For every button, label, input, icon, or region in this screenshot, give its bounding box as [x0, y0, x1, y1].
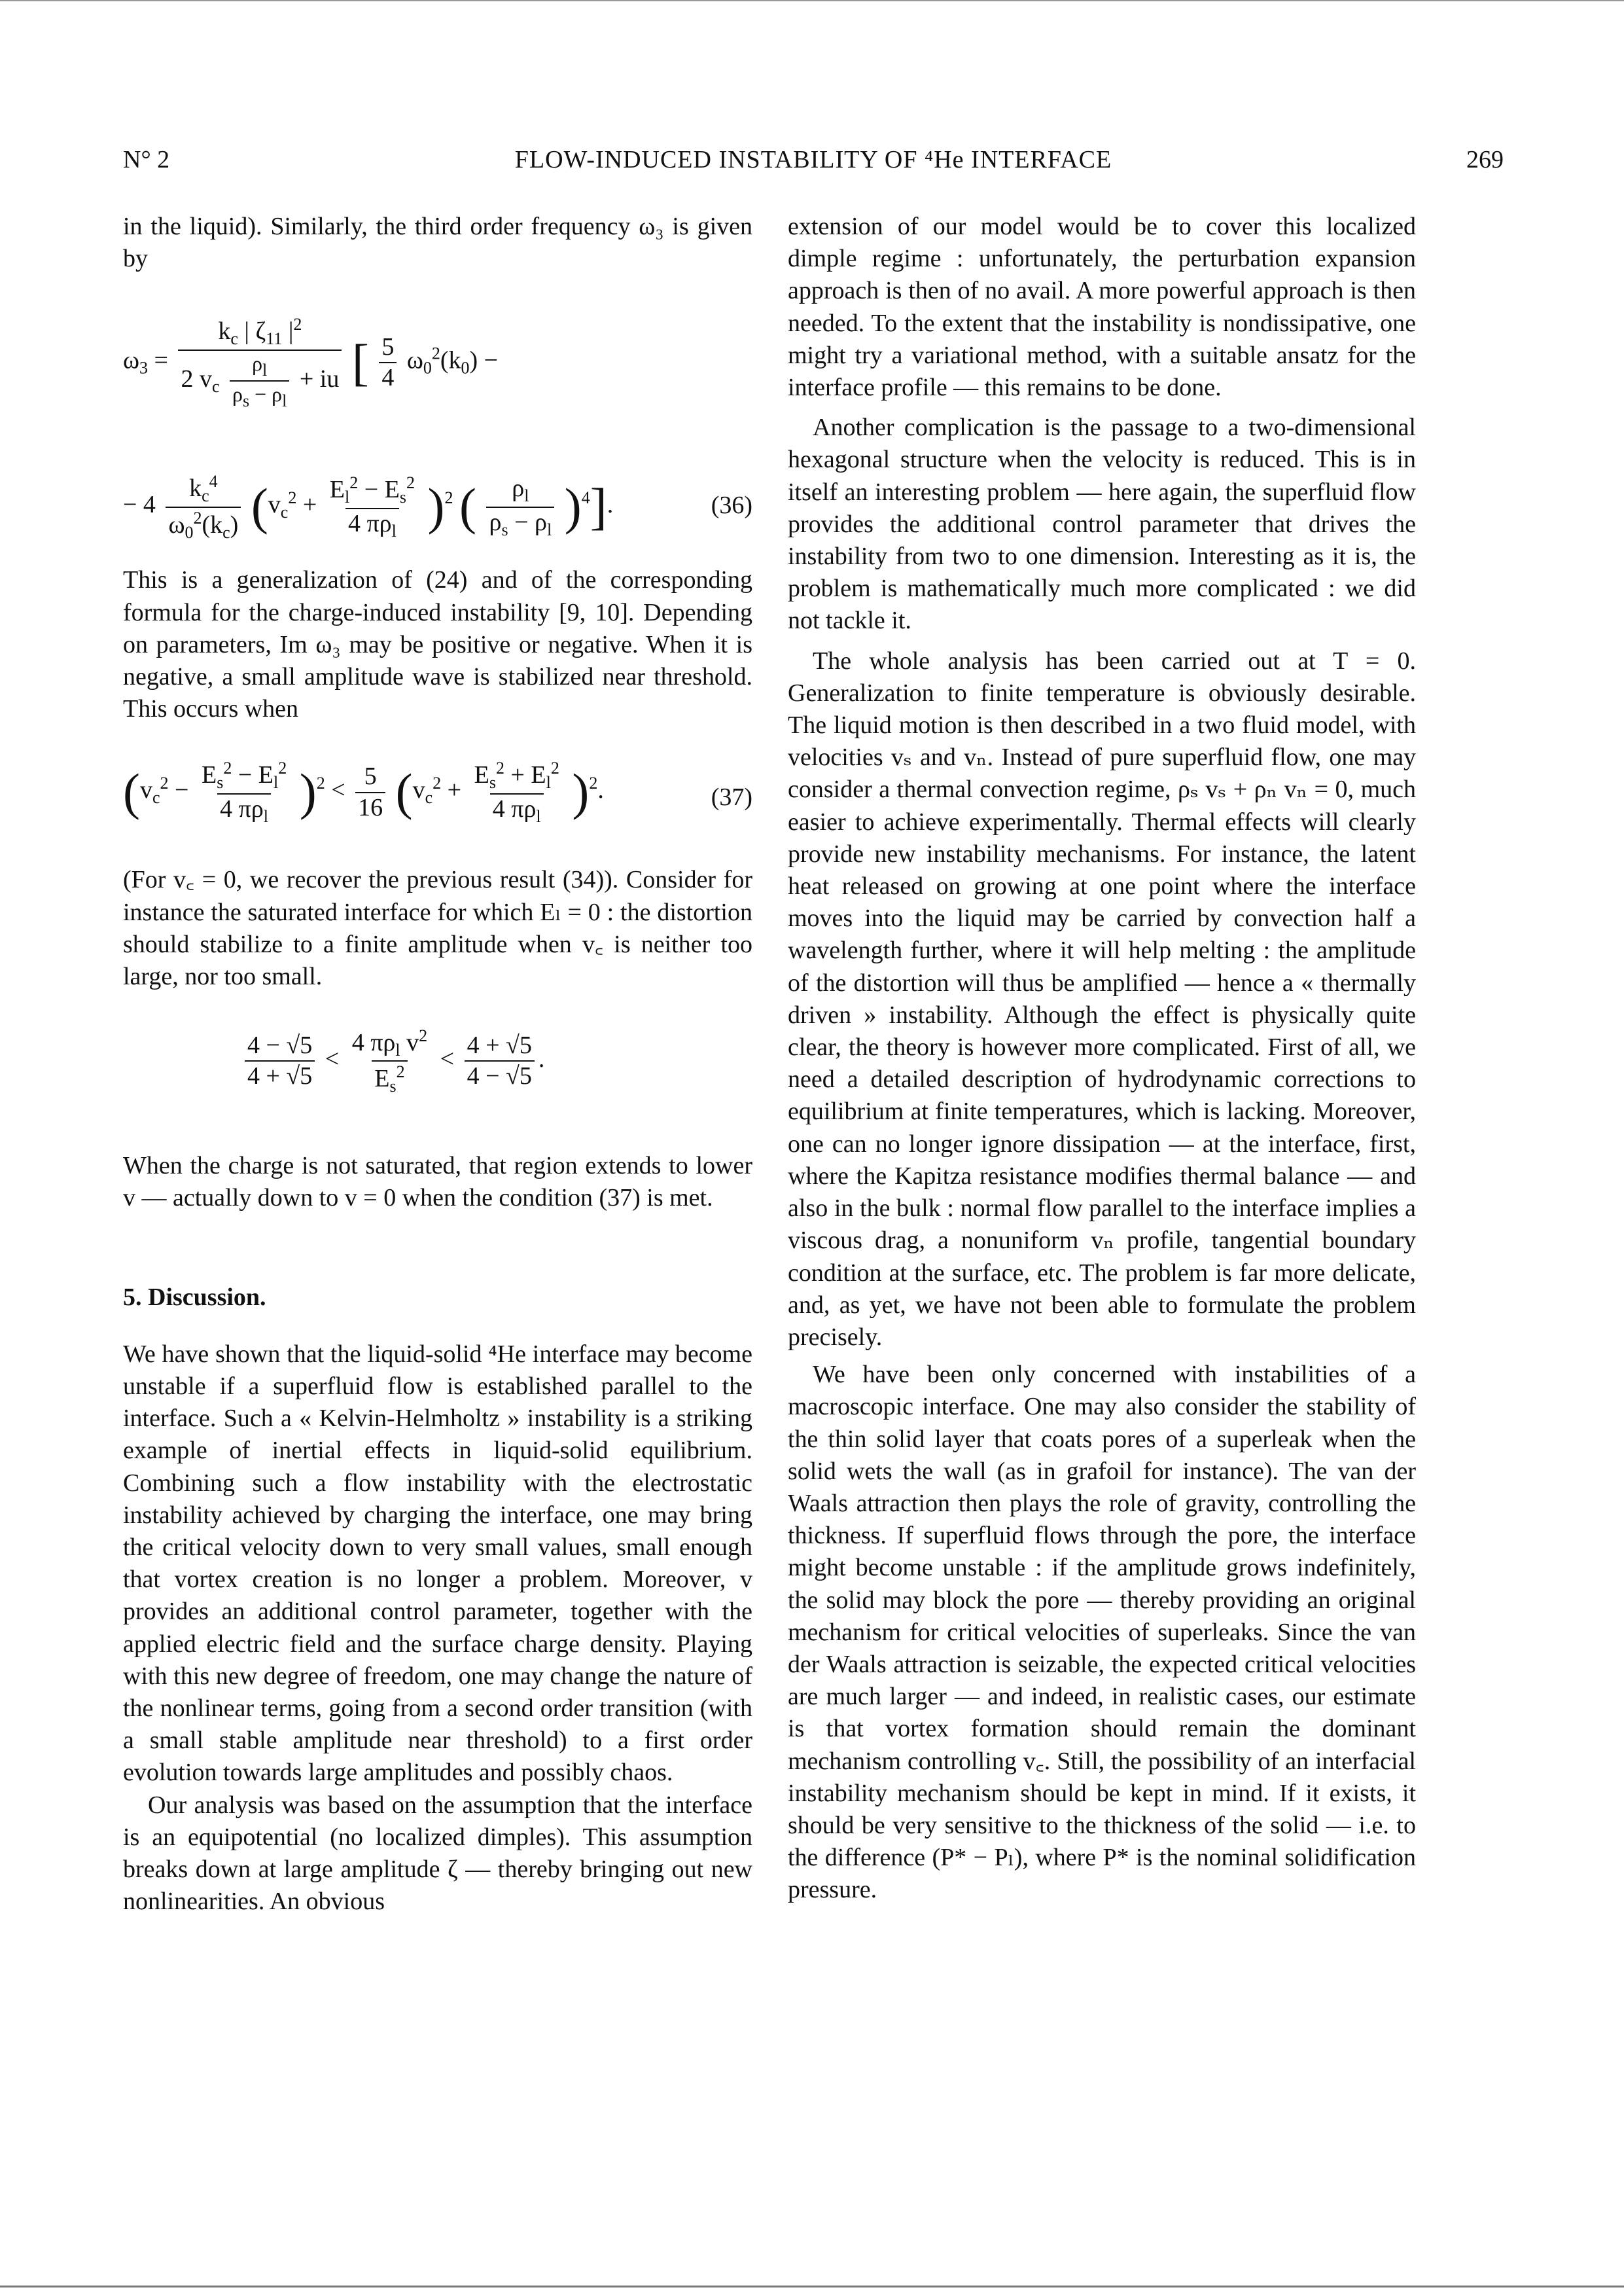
- page-number: 269: [1466, 146, 1504, 173]
- bottom-rule: [0, 2286, 1624, 2287]
- equation-36: [123, 301, 752, 465]
- paragraph: The whole analysis has been carried out at T = 0. Generalization to finite temperature is obviously desirable. The liquid motion is then described in a two fluid model, with velocities vₛ and vₙ. Instead of pure superfluid flow, one may consider a thermal convection regime, ρₛ vₛ + ρₙ vₙ = 0, much easier to achieve experimentally. Thermal effects will clearly provide new instability mechanisms. For instance, the latent heat released on growing at one point where the interface moves into the liquid may be carried by convection half a wavelength further, where it will help melting : the amplitude of the distortion will thus be amplified — hence a « thermally driven » instability. Although the effect is physically quite clear, the theory is however more complicated. First of all, we need a detailed description of hydrodynamic corrections to equilibrium at finite temperatures, which is lacking. Moreover, one can no longer ignore dissipation — at the interface, first, where the Kapitza resistance modifies thermal balance — and also in the bulk : normal flow parallel to the interface implies a viscous drag, a nonuniform vₙ profile, tangential boundary condition at the surface, etc. The problem is far more delicate, and, as yet, we have not been able to formulate the problem precisely.: [788, 647, 1416, 1351]
- issue-number: N° 2: [123, 146, 170, 173]
- paragraph: Another complication is the passage to a two-dimensional hexagonal structure when the velocity is reduced. This is in itself an interesting problem — here again, the superfluid flow provides the additional control parameter that drives the instability from two to one dimension. Interesting as it is, the problem is mathematically much more complicated : we did not tackle it.: [788, 414, 1416, 635]
- paragraph: When the charge is not saturated, that region extends to lower v — actually down to v = 0 when the condition (37) is met.: [123, 1152, 752, 1212]
- section-heading: 5. Discussion.: [123, 1283, 266, 1311]
- paragraph: (For v꜀ = 0, we recover the previous result (34)). Consider for instance the saturated interface for which Eₗ = 0 : the distortion should stabilize to a finite amplitude when v꜀ is neither too large, nor too small.: [123, 866, 752, 991]
- equation-number: (37): [711, 783, 752, 812]
- running-title: FLOW-INDUCED INSTABILITY OF ⁴He INTERFACE: [514, 146, 1112, 173]
- paragraph: This is a generalization of (24) and of the corresponding formula for the charge-induced instability [9, 10]. Depending on parameters, Im ω₃ may be positive or negative. When it is negative, a small amplitude wave is stabilized near threshold. This occurs when: [123, 566, 752, 723]
- paragraph: extension of our model would be to cover this localized dimple regime : unfortunately, the perturbation expansion approach is then of no avail. A more powerful approach is then needed. To the extent that the instability is nondissipative, one might try a variational method, with a suitable ansatz for the interface profile — this remains to be done.: [788, 213, 1416, 402]
- paragraph: in the liquid). Similarly, the third order frequency ω₃ is given by: [123, 213, 752, 273]
- left-column: [123, 211, 752, 1918]
- right-column: [788, 211, 1416, 1907]
- running-header: [123, 145, 1504, 178]
- equation-36-line2: − 4 $\frac{k_c^4}{\omega_0^2(k_c)}$ ($v_c^2$ + $\frac{E_l^2 - E_s^2}{4 \pi\rho_l}$ )$^2$ ( $\frac{\rho_l}{\rho_s - \rho_l}$ )$^4$]. (36): [123, 472, 752, 542]
- paragraph: We have shown that the liquid-solid ⁴He interface may become unstable if a superfluid flow is established parallel to the interface. Such a « Kelvin-Helmholtz » instability is a striking example of inertial effects in liquid-solid equilibrium. Combining such a flow instability with the electrostatic instability achieved by charging the interface, one may bring the critical velocity down to very small values, small enough that vortex creation is no longer a problem. Moreover, v provides an additional control parameter, together with the applied electric field and the surface charge density. Playing with this new degree of freedom, one may change the nature of the nonlinear terms, going from a second order transition (with a small stable amplitude near threshold) to a first order evolution towards large amplitudes and possibly chaos.: [123, 1340, 752, 1787]
- top-rule: [0, 0, 1624, 1]
- equation-36-line1: $\omega_3$ = $k_c$ | $\zeta_{11}$ $|^2$ 2 $v_c$ $\frac{\rho_l}{\rho_s - \rho_l}$ + iu [ $\frac{5}{4}$ $\omega_0^2(k_0)$ −: [123, 315, 499, 410]
- inequality: $\frac{4 - √5}{4 + √5}$ < $\frac{4 \pi\rho_l v^2}{E_s^2}$ < $\frac{4 + √5}{4 - √5}$ .: [123, 1013, 752, 1124]
- equation-37: ($v_c^2$ − $\frac{E_s^2 - E_l^2}{4 \pi\rho_l}$ )$^2$ < $\frac{5}{16}$ ($v_c^2$ + $\frac{E_s^2 + E_l^2}{4 \pi\rho_l}$ )$^2$. (37): [123, 759, 752, 826]
- equation-number: (36): [711, 492, 752, 520]
- paragraph: Our analysis was based on the assumption that the interface is an equipotential (no localized dimples). This assumption breaks down at large amplitude ζ — thereby bringing out new nonlinearities. An obvious: [123, 1791, 752, 1916]
- paragraph: We have been only concerned with instabilities of a macroscopic interface. One may also consider the stability of the thin solid layer that coats pores of a superleak when the solid wets the wall (as in grafoil for instance). The van der Waals attraction then plays the role of gravity, controlling the thickness. If superfluid flows through the pore, the interface might become unstable : if the amplitude grows indefinitely, the solid may block the pore — thereby providing an original mechanism for critical velocities of superleaks. Since the van der Waals attraction is seizable, the expected critical velocities are much larger — and indeed, in realistic cases, our estimate is that vortex formation should remain the dominant mechanism controlling v꜀. Still, the possibility of an interfacial instability mechanism should be kept in mind. If it exists, it should be very sensitive to the thickness of the solid — i.e. to the difference (P* − Pₗ), where P* is the nominal solidification pressure.: [788, 1361, 1416, 1904]
